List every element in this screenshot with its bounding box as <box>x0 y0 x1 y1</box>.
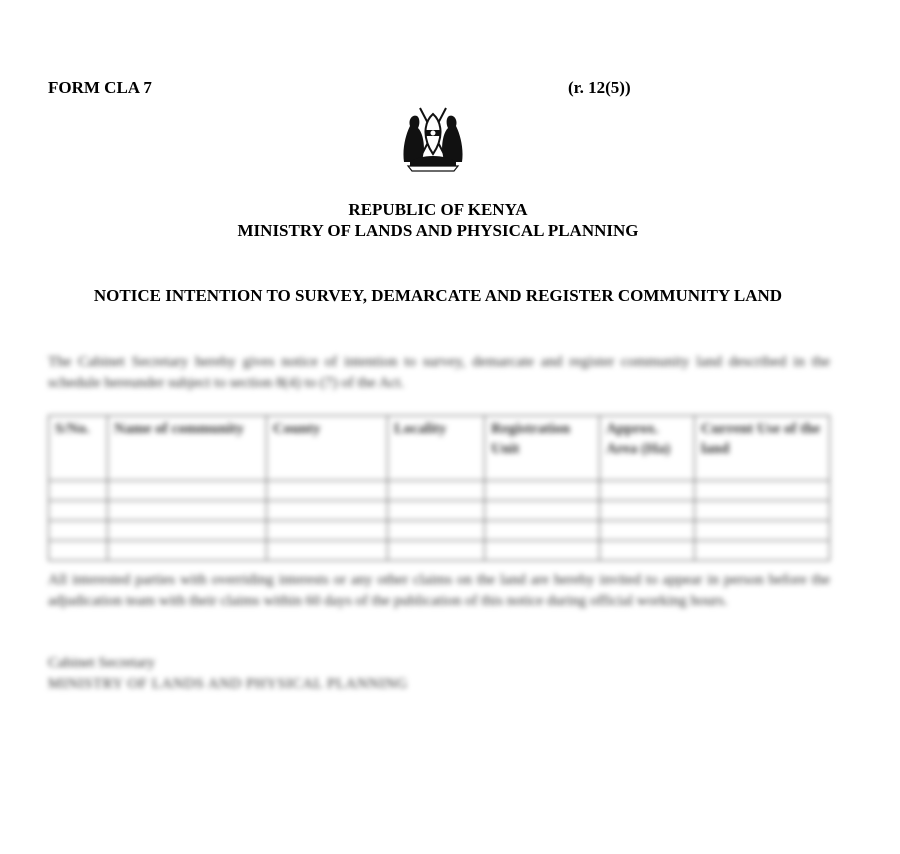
table-row <box>49 541 830 561</box>
table-row <box>49 481 830 501</box>
table-header-row <box>49 416 830 481</box>
signatory-ministry: MINISTRY OF LANDS AND PHYSICAL PLANNING <box>48 676 408 692</box>
kenya-coat-of-arms-icon <box>398 104 468 172</box>
column-header: Registration Unit <box>485 416 600 481</box>
claims-paragraph: All interested parties with overriding interests or any other claims on the land are hereby invited to appear in person before the adjudication team with their claims within 60 days of the publication of this notice during official working hours. <box>48 572 830 609</box>
form-id: FORM CLA 7 <box>48 78 152 97</box>
notice-title: NOTICE INTENTION TO SURVEY, DEMARCATE AND REGISTER COMMUNITY LAND <box>93 286 783 305</box>
rule-reference: (r. 12(5)) <box>568 78 631 97</box>
column-header: S/No. <box>49 416 108 481</box>
schedule-table <box>48 415 830 561</box>
column-header: Approx. Area (Ha) <box>600 416 695 481</box>
intro-paragraph: The Cabinet Secretary hereby gives notice of intention to survey, demarcate and register community land described in the schedule hereunder subject to section 8(4) to (7) of the Act. <box>48 354 830 391</box>
column-header: Locality <box>388 416 485 481</box>
ministry-heading: MINISTRY OF LANDS AND PHYSICAL PLANNING <box>237 221 639 240</box>
column-header: Current Use of the land <box>695 416 830 481</box>
table-row <box>49 521 830 541</box>
signatory-title: Cabinet Secretary <box>48 655 156 671</box>
column-header: Name of community <box>108 416 267 481</box>
table-row <box>49 501 830 521</box>
column-header: County <box>267 416 388 481</box>
country-heading: REPUBLIC OF KENYA <box>348 200 528 219</box>
